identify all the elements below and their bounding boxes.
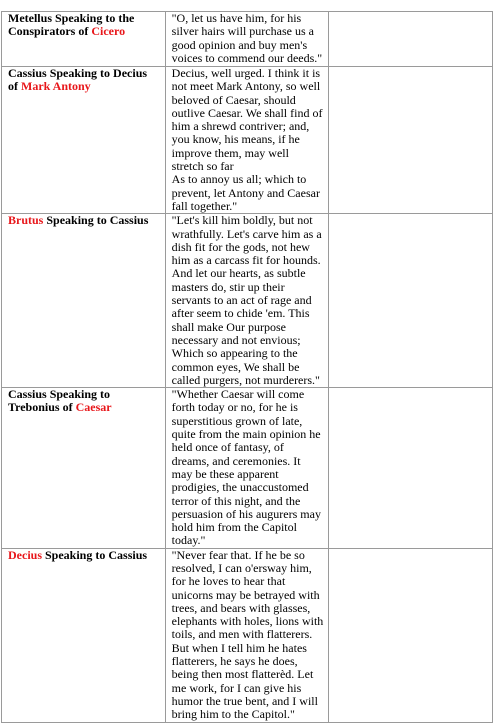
quote-cell: [165, 388, 329, 549]
speaker-cell: [2, 12, 166, 67]
speaker-context: Speaking to the Conspirators of: [8, 11, 135, 39]
quote-text: Decius, well urged. I think it is not meet Mark Antony, so well beloved of Caesar, should outlive Caesar. We shall find of him a shrewd contriver; and, you know, his means, if he improve them, may well stretch so far: [171, 66, 323, 174]
table-row: [2, 12, 493, 67]
quote-text: "Never fear that. If he be so resolved, I can o'ersway him, for he loves to hear that unicorns may be betrayed with trees, and bears with glasses, elephants with holes, lions with toils, and men with flatterers. But when I tell him he hates flatterers, he says he does, being then most flatterèd. Let me work, for I can give his humor the true bent, and I will bring him to the Capitol.": [171, 547, 324, 722]
speaker-context: Speaking to Cassius: [43, 213, 149, 228]
speaker-label: [8, 213, 148, 227]
speaker-name: Brutus: [8, 213, 44, 228]
quote-text: "O, let us have him, for his silver hairs will purchase us a good opinion and buy men's voices to commend our deeds.": [171, 11, 323, 65]
speaker-label: [8, 387, 112, 414]
speaker-target: Mark Antony: [21, 79, 91, 94]
speaker-name: Metellus: [8, 11, 52, 25]
speaker-context: Speaking to Trebonius of: [8, 387, 111, 415]
quote-text: "Let's kill him boldly, but not wrathfully. Let's carve him as a dish fit for the gods, not hew him as a carcass fit for hounds. And let our hearts, as subtle masters do, stir up their servants to an act of rage and after seem to chide 'em. This shall make Our purpose necessary and not envious; Which so appearing to the common eyes, We shall be called purgers, not murderers.": [171, 213, 322, 387]
quote-text: As to annoy us all; which to prevent, let Antony and Caesar fall together.": [171, 172, 320, 213]
speaker-name: Decius: [8, 547, 42, 562]
empty-cell: [329, 388, 493, 549]
table-row: [2, 214, 493, 388]
quote-cell: [165, 12, 329, 67]
speaker-name: Cassius: [8, 387, 47, 402]
quote-cell: [165, 214, 329, 388]
empty-cell: [329, 548, 493, 722]
empty-cell: [329, 67, 493, 214]
speaker-cell: [2, 548, 166, 722]
speaker-context: Speaking to Decius of: [8, 66, 148, 94]
speaker-label: [8, 11, 134, 38]
quotes-table: [1, 11, 493, 723]
speaker-name: Cassius: [8, 66, 47, 80]
speaker-context: Speaking to Cassius: [42, 547, 148, 562]
empty-cell: [329, 214, 493, 388]
table-row: [2, 548, 493, 722]
table-row: [2, 67, 493, 214]
quote-cell: [165, 548, 329, 722]
speaker-target: Cicero: [91, 24, 126, 39]
empty-cell: [329, 12, 493, 67]
speaker-label: [8, 66, 147, 93]
quote-cell: [165, 67, 329, 214]
quote-text: "Whether Caesar will come forth today or no, for he is superstitious grown of late, quite from the main opinion he held once of fantasy, of dreams, and ceremonies. It may be these apparent prodigies, the unaccustomed terror of this night, and the persuasion of his augurers may hold him from the Capitol today.": [171, 387, 321, 548]
speaker-cell: [2, 388, 166, 549]
table-row: [2, 388, 493, 549]
speaker-label: [8, 548, 147, 562]
speaker-cell: [2, 214, 166, 388]
speaker-cell: [2, 67, 166, 214]
speaker-target: Caesar: [75, 400, 112, 415]
